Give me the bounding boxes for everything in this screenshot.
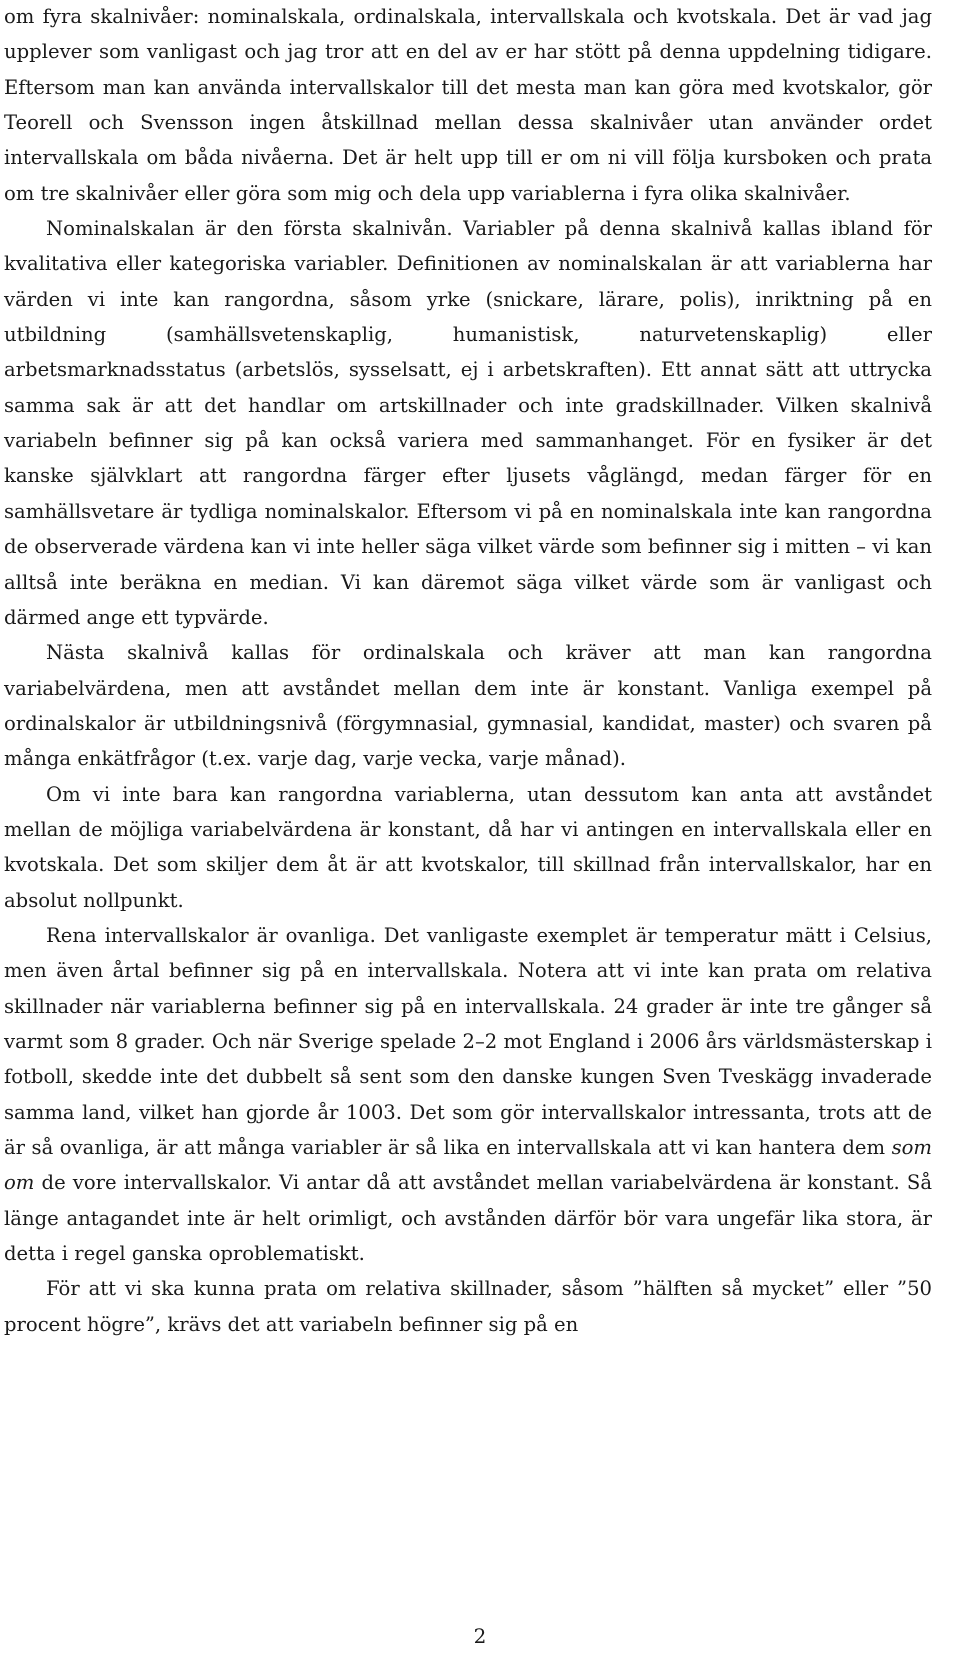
- paragraph-2: Nominalskalan är den första skalnivån. Variabler på denna skalnivå kallas ibland för kvalitativa eller kategoriska variabler. Definitionen av nominalskalan är att variablerna har värden vi inte kan rangordna, såsom yrke (snickare, lärare, polis), inriktning på en utbildning (samhällsvetenskaplig, humanistisk, naturvetenskaplig) eller arbetsmarknadsstatus (arbetslös, sysselsatt, ej i arbetskraften). Ett annat sätt att uttrycka samma sak är att det handlar om artskillnader och inte gradskillnader. Vilken skalnivå variabeln befinner sig på kan också variera med sammanhanget. För en fysiker är det kanske självklart att rangordna färger efter ljusets våglängd, medan färger för en samhällsvetare är tydliga nominalskalor. Eftersom vi på en nominalskala inte kan rangordna de observerade värdena kan vi inte heller säga vilket värde som befinner sig i mitten – vi kan alltså inte beräkna en median. Vi kan däremot säga vilket värde som är vanligast och därmed ange ett typvärde.: [4, 217, 932, 629]
- paragraph-5-part-2: de vore intervallskalor. Vi antar då att avståndet mellan variabelvärdena är konstant. Så länge antagandet inte är helt orimligt, och avstånden därför bör vara ungefär lika stora, är detta i regel ganska oproblematiskt.: [4, 1171, 932, 1266]
- page-number: 2: [473, 1624, 487, 1648]
- paragraph-3: Nästa skalnivå kallas för ordinalskala och kräver att man kan rangordna variabelvärdena, men att avståndet mellan dem inte är konstant. Vanliga exempel på ordinalskalor är utbildningsnivå (förgymnasial, gymnasial, kandidat, master) och svaren på många enkätfrågor (t.ex. varje dag, varje vecka, varje månad).: [4, 641, 932, 771]
- paragraph-5: [4, 918, 932, 1271]
- body-text: [4, 0, 932, 1342]
- paragraph-4: Om vi inte bara kan rangordna variablerna, utan dessutom kan anta att avståndet mellan de möjliga variabelvärdena är konstant, då har vi antingen en intervallskala eller en kvotskala. Det som skiljer dem åt är att kvotskalor, till skillnad från intervallskalor, har en absolut nollpunkt.: [4, 782, 932, 912]
- paragraph-5-emphasis: som om: [4, 1136, 932, 1195]
- paragraph-5-part-1: Rena intervallskalor är ovanliga. Det vanligaste exemplet är temperatur mätt i Celsius, men även årtal befinner sig på en intervallskala. Notera att vi inte kan prata om relativa skillnader när variablerna befinner sig på en intervallskala. 24 grader är inte tre gånger så varmt som 8 grader. Och när Sverige spelade 2–2 mot England i 2006 års världsmästerskap i fotboll, skedde inte det dubbelt så sent som den danske kungen Sven Tveskägg invaderade samma land, vilket han gjorde år 1003. Det som gör intervallskalor intressanta, trots att de är så ovanliga, är att många variabler är så lika en intervallskala att vi kan hantera dem: [4, 923, 932, 1159]
- paragraph-6: För att vi ska kunna prata om relativa skillnader, såsom ”hälften så mycket” eller ”50 procent högre”, krävs det att variabeln befinner sig på en: [4, 1277, 932, 1336]
- paragraph-1: om fyra skalnivåer: nominalskala, ordinalskala, intervallskala och kvotskala. Det är vad jag upplever som vanligast och jag tror att en del av er har stött på denna uppdelning tidigare. Eftersom man kan använda intervallskalor till det mesta man kan göra med kvotskalor, gör Teorell och Svensson ingen åtskillnad mellan dessa skalnivåer utan använder ordet intervallskala om båda nivåerna. Det är helt upp till er om ni vill följa kursboken och prata om tre skalnivåer eller göra som mig och dela upp variablerna i fyra olika skalnivåer.: [4, 5, 932, 205]
